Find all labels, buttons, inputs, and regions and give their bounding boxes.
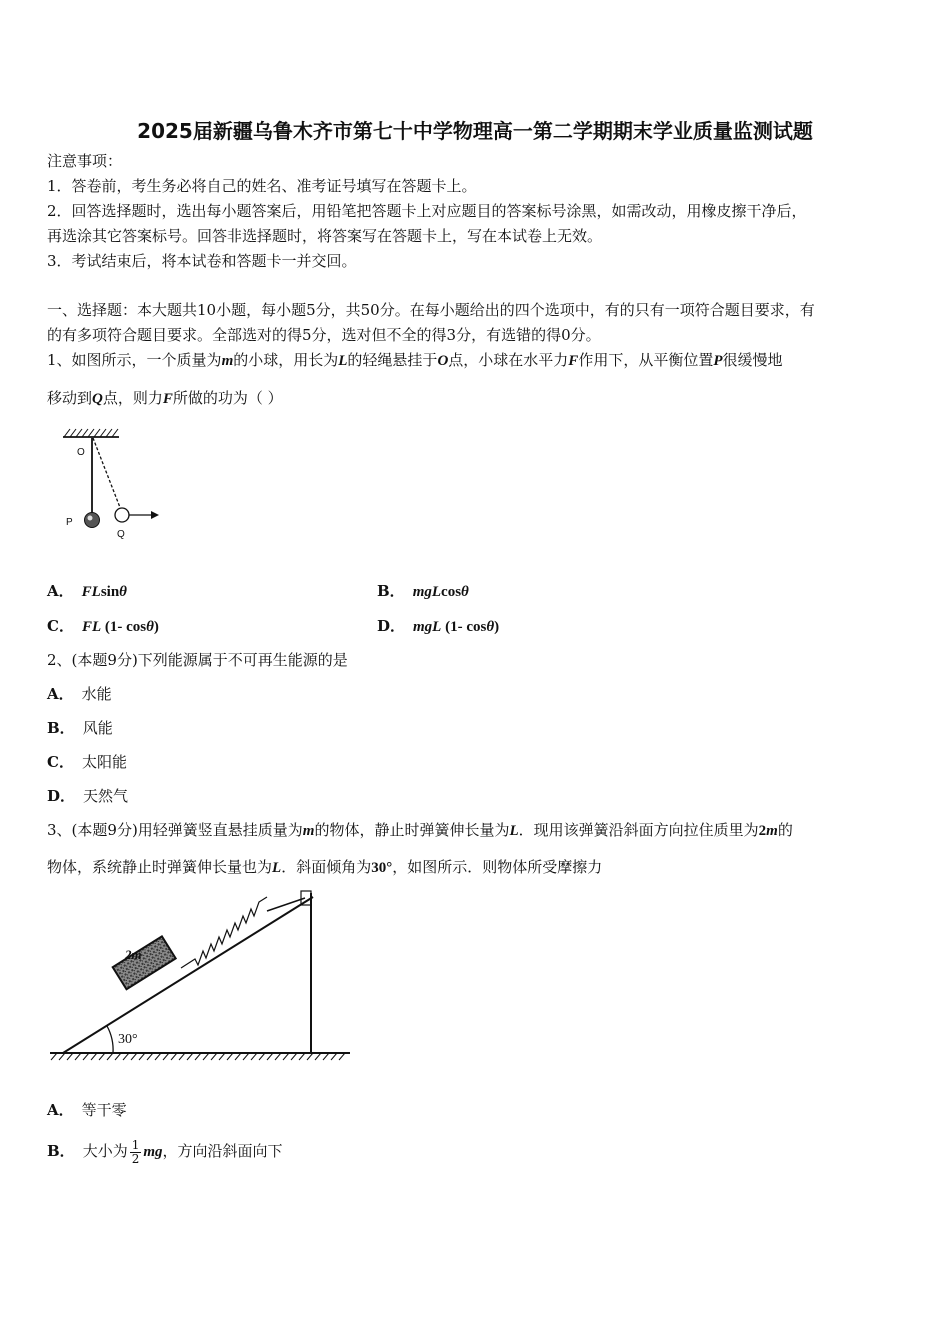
q2-stem: 2、(本题9分)下列能源属于不可再生能源的是 bbox=[47, 651, 348, 669]
q1-option-b[interactable]: B． mgLcosθ bbox=[377, 582, 469, 600]
q3-stem-line1: 3、(本题9分)用轻弹簧竖直悬挂质量为m的物体，静止时弹簧伸长量为L．现用该弹簧沿斜面方向拉住质里为2m的 bbox=[47, 821, 793, 839]
page-title: 2025届新疆乌鲁木齐市第七十中学物理高一第二学期期末学业质量监测试题 bbox=[137, 119, 813, 143]
section-instructions-line2: 的有多项符合题目要求。全部选对的得5分，选对但不全的得3分，有选错的得0分。 bbox=[47, 326, 601, 344]
angle-label: 30° bbox=[118, 1032, 138, 1047]
q3-stem-line2: 物体，系统静止时弹簧伸长量也为L．斜面倾角为30°，如图所示．则物体所受摩擦力 bbox=[47, 858, 603, 876]
label-P: P bbox=[66, 517, 73, 528]
section-instructions-line1: 一、选择题：本大题共10小题，每小题5分，共50分。在每小题给出的四个选项中，有的只有一项符合题目要求，有 bbox=[47, 301, 815, 319]
q3-option-b[interactable]: B． 大小为 $\frac{1}{2}$ mg，方向沿斜面向下 bbox=[47, 1137, 283, 1166]
mass-label: 2m bbox=[125, 947, 142, 962]
notice-item: 2．回答选择题时，选出每小题答案后，用铅笔把答题卡上对应题目的答案标号涂黑，如需改动，用橡皮擦干净后， bbox=[47, 202, 807, 220]
q1-stem-line1: 1、如图所示，一个质量为m的小球，用长为L的轻绳悬挂于O点，小球在水平力F作用下，从平衡位置P很缓慢地 bbox=[47, 351, 783, 369]
notice-item: 1．答卷前，考生务必将自己的姓名、准考证号填写在答题卡上。 bbox=[47, 177, 477, 195]
incline-figure bbox=[45, 885, 355, 1065]
label-Q: Q bbox=[117, 529, 125, 540]
pendulum-figure bbox=[55, 425, 170, 550]
notice-item: 再选涂其它答案标号。回答非选择题时，将答案写在答题卡上，写在本试卷上无效。 bbox=[47, 227, 603, 245]
q2-option-d[interactable]: D． 天然气 bbox=[47, 787, 129, 805]
q2-option-a[interactable]: A． 水能 bbox=[47, 685, 112, 703]
q3-option-a[interactable]: A． 等干零 bbox=[47, 1101, 127, 1119]
q1-option-c[interactable]: C． FL (1- cosθ) bbox=[47, 617, 159, 635]
fraction-half: $\frac{1}{2}$ bbox=[131, 1137, 140, 1166]
notice-heading: 注意事项： bbox=[47, 152, 123, 170]
q1-stem-line2: 移动到Q点，则力F所做的功为（ ） bbox=[47, 389, 283, 407]
q2-option-c[interactable]: C． 太阳能 bbox=[47, 753, 127, 771]
notice-item: 3．考试结束后，将本试卷和答题卡一并交回。 bbox=[47, 252, 357, 270]
label-O: O bbox=[77, 447, 85, 458]
q2-option-b[interactable]: B． 风能 bbox=[47, 719, 113, 737]
q1-option-a[interactable]: A． FLsinθ bbox=[47, 582, 127, 600]
q1-option-d[interactable]: D． mgL (1- cosθ) bbox=[377, 617, 500, 635]
